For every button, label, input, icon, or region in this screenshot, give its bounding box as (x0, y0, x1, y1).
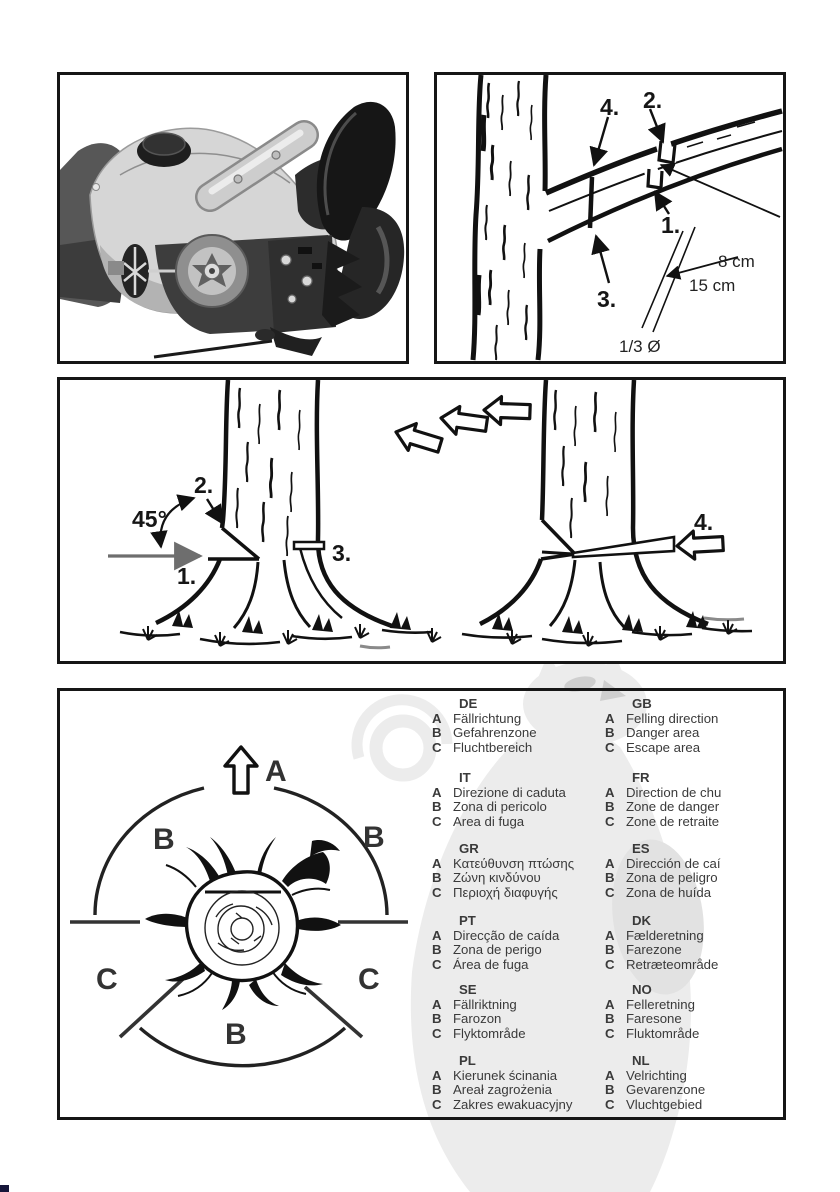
legend-row (432, 800, 607, 815)
legend-block-gr (432, 842, 607, 900)
panel-felling-cuts-diagram (57, 377, 786, 664)
dim-8cm-line (661, 165, 780, 217)
legend-text: Zona de huída (626, 884, 712, 900)
legend-letter: A (605, 1067, 615, 1083)
legend-language-code: PT (459, 913, 476, 928)
legend-row (432, 943, 607, 958)
arrow-step4 (594, 117, 608, 165)
legend-letter: A (432, 710, 442, 726)
legend-text: Fällrichtung (453, 710, 522, 726)
legend-block-es (605, 842, 780, 900)
legend-text: Fluchtbereich (453, 739, 533, 755)
legend-letter: A (432, 855, 442, 871)
legend-block-it (432, 771, 607, 829)
legend-row (605, 929, 780, 944)
legend-row (432, 958, 607, 973)
legend-row (605, 1027, 780, 1042)
legend-row (605, 815, 780, 830)
legend-text: Zona di pericolo (453, 799, 547, 815)
legend-text: Area di fuga (453, 813, 525, 829)
zone-b-left: B (153, 823, 175, 856)
legend-text: Fällriktning (453, 996, 517, 1012)
legend-text: Ζώνη κινδύνου (453, 870, 541, 886)
flush-cut-line (590, 177, 592, 228)
legend-row (605, 857, 780, 872)
legend-block-gb (605, 697, 780, 755)
felling-wedge (573, 537, 674, 557)
legend-row (605, 741, 780, 756)
legend-row (432, 1069, 607, 1084)
legend-row (605, 1069, 780, 1084)
legend-block-pl (432, 1054, 607, 1112)
panel-limbing-diagram (434, 72, 786, 364)
legend-row (432, 726, 607, 741)
legend-text: Flyktområde (453, 1025, 526, 1041)
legend-text: Farozon (453, 1011, 502, 1027)
legend-letter: C (432, 813, 442, 829)
legend-language-code: PL (459, 1053, 476, 1068)
limbing-drawing (437, 75, 783, 361)
chain-catcher (154, 341, 272, 357)
legend-letter: A (605, 927, 615, 943)
legend-text: Zone de danger (626, 799, 720, 815)
label-angle: 45° (132, 506, 167, 532)
panel-chainsaw-illustration (57, 72, 409, 364)
legend-language-code: NO (632, 982, 652, 997)
legend-text: Dirección de caí (626, 855, 721, 871)
zone-c-left: C (96, 963, 118, 996)
legend-letter: B (432, 799, 442, 815)
legend-row (432, 929, 607, 944)
legend-language-code: DE (459, 696, 478, 711)
legend-letter: A (605, 855, 615, 871)
label-f3: 3. (332, 540, 352, 566)
legend-block-no (605, 983, 780, 1041)
label-step4: 4. (600, 94, 620, 120)
wind-arrow-1 (392, 419, 444, 459)
legend-text: Fælderetning (626, 927, 704, 943)
legend-language-code: ES (632, 841, 650, 856)
legend-language-code: FR (632, 770, 650, 785)
legend-block-pt (432, 914, 607, 972)
label-f1: 1. (177, 563, 197, 589)
legend-row (432, 857, 607, 872)
legend-row (432, 815, 607, 830)
legend-letter: A (605, 784, 615, 800)
legend-row (432, 741, 607, 756)
legend-row (432, 786, 607, 801)
legend-letter: B (432, 725, 442, 741)
legend-letter: B (605, 1011, 615, 1027)
legend-text: Retræteområde (626, 956, 719, 972)
arrow-step3 (596, 236, 609, 283)
legend-row (605, 1012, 780, 1027)
legend-language-code: NL (632, 1053, 650, 1068)
label-step2: 2. (643, 87, 663, 113)
legend-text: Κατεύθυνση πτώσης (453, 855, 575, 871)
direction-arrow (225, 747, 257, 793)
legend-language-code: DK (632, 913, 652, 928)
legend-block-fr (605, 771, 780, 829)
legend-text: Escape area (626, 739, 701, 755)
zone-b-right: B (363, 821, 385, 854)
legend-text: Danger area (626, 725, 700, 741)
legend-text: Farezone (626, 942, 682, 958)
legend-letter: B (605, 942, 615, 958)
back-cut-slot (294, 542, 324, 549)
legend-text: Área de fuga (453, 956, 529, 972)
wind-arrow-3 (484, 396, 531, 426)
legend-row (605, 886, 780, 901)
legend-row (432, 712, 607, 727)
legend-row (605, 1098, 780, 1113)
legend-letter: B (432, 1082, 442, 1098)
legend-text: Direction de chu (626, 784, 722, 800)
legend-row (605, 726, 780, 741)
legend-letter: A (605, 710, 615, 726)
arrow-step1 (655, 192, 669, 214)
zone-a: A (265, 755, 287, 788)
legend-row (605, 871, 780, 886)
notch-roof-arrow (207, 499, 222, 523)
corner-mark (0, 1185, 9, 1192)
legend-text: Gefahrenzone (453, 725, 537, 741)
legend-letter: C (432, 739, 442, 755)
label-f4: 4. (694, 509, 714, 535)
legend-row (605, 958, 780, 973)
label-f2: 2. (194, 472, 214, 498)
panel-felling-direction (57, 688, 786, 1120)
label-15cm: 15 cm (689, 276, 736, 295)
chainsaw-drawing (60, 75, 406, 361)
legend-letter: C (605, 1096, 615, 1112)
legend-row (605, 800, 780, 815)
legend-letter: B (432, 942, 442, 958)
legend-row (432, 886, 607, 901)
felling-direction-diagram (60, 691, 480, 1117)
legend-text: Direcção de caída (453, 927, 560, 943)
legend-language-code: GR (459, 841, 479, 856)
legend-row (605, 712, 780, 727)
legend-letter: C (432, 1025, 442, 1041)
legend-text: Faresone (626, 1011, 682, 1027)
legend-letter: C (432, 884, 442, 900)
legend-letter: C (605, 956, 615, 972)
legend-row (432, 998, 607, 1013)
legend-row (432, 871, 607, 886)
wind-arrow-2 (439, 404, 488, 438)
legend-letter: C (605, 739, 615, 755)
legend-letter: C (432, 1096, 442, 1112)
legend-letter: A (432, 927, 442, 943)
legend-text: Gevarenzone (626, 1082, 706, 1098)
stump-outline (187, 872, 298, 981)
legend-letter: C (432, 956, 442, 972)
legend-row (605, 943, 780, 958)
legend-letter: B (605, 799, 615, 815)
legend-row (432, 1098, 607, 1113)
legend-row (605, 998, 780, 1013)
legend-letter: C (605, 884, 615, 900)
legend-row (605, 786, 780, 801)
legend-text: Direzione di caduta (453, 784, 566, 800)
legend-letter: B (432, 1011, 442, 1027)
legend-letter: C (605, 813, 615, 829)
felling-drawing (60, 380, 783, 661)
legend-language-code: SE (459, 982, 477, 997)
arrow-step2 (650, 109, 663, 142)
legend-text: Περιοχή διαφυγής (453, 884, 558, 900)
label-step1: 1. (661, 212, 681, 238)
zone-b-bottom: B (225, 1018, 247, 1051)
legend-language-code: IT (459, 770, 471, 785)
label-one-third: 1/3 Ø (619, 337, 661, 356)
legend-block-se (432, 983, 607, 1041)
legend-row (432, 1012, 607, 1027)
legend-letter: A (432, 996, 442, 1012)
legend-text: Felling direction (626, 710, 719, 726)
legend-block-de (432, 697, 607, 755)
legend-language-code: GB (632, 696, 652, 711)
legend-letter: B (432, 870, 442, 886)
zone-c-right: C (358, 963, 380, 996)
label-step3: 3. (597, 286, 617, 312)
legend-text: Zakres ewakuacyjny (453, 1096, 573, 1112)
legend-row (432, 1083, 607, 1098)
legend-text: Zona de perigo (453, 942, 542, 958)
legend-text: Kierunek ścinania (453, 1067, 558, 1083)
legend-letter: B (605, 725, 615, 741)
label-8cm: 8 cm (718, 252, 755, 271)
legend-letter: C (605, 1025, 615, 1041)
legend-letter: A (605, 996, 615, 1012)
legend-row (605, 1083, 780, 1098)
cut-mark-1 (643, 166, 662, 192)
legend-row (432, 1027, 607, 1042)
bar-tip (270, 327, 322, 356)
legend-letter: A (432, 784, 442, 800)
legend-text: Zona de peligro (626, 870, 718, 886)
legend-text: Zone de retraite (626, 813, 720, 829)
legend-text: Felleretning (626, 996, 695, 1012)
legend-text: Areał zagrożenia (453, 1082, 552, 1098)
legend-letter: A (432, 1067, 442, 1083)
legend-letter: B (605, 1082, 615, 1098)
legend-text: Vluchtgebied (626, 1096, 703, 1112)
legend-letter: B (605, 870, 615, 886)
legend-text: Velrichting (626, 1067, 687, 1083)
legend-block-nl (605, 1054, 780, 1112)
legend-text: Fluktområde (626, 1025, 700, 1041)
legend-block-dk (605, 914, 780, 972)
